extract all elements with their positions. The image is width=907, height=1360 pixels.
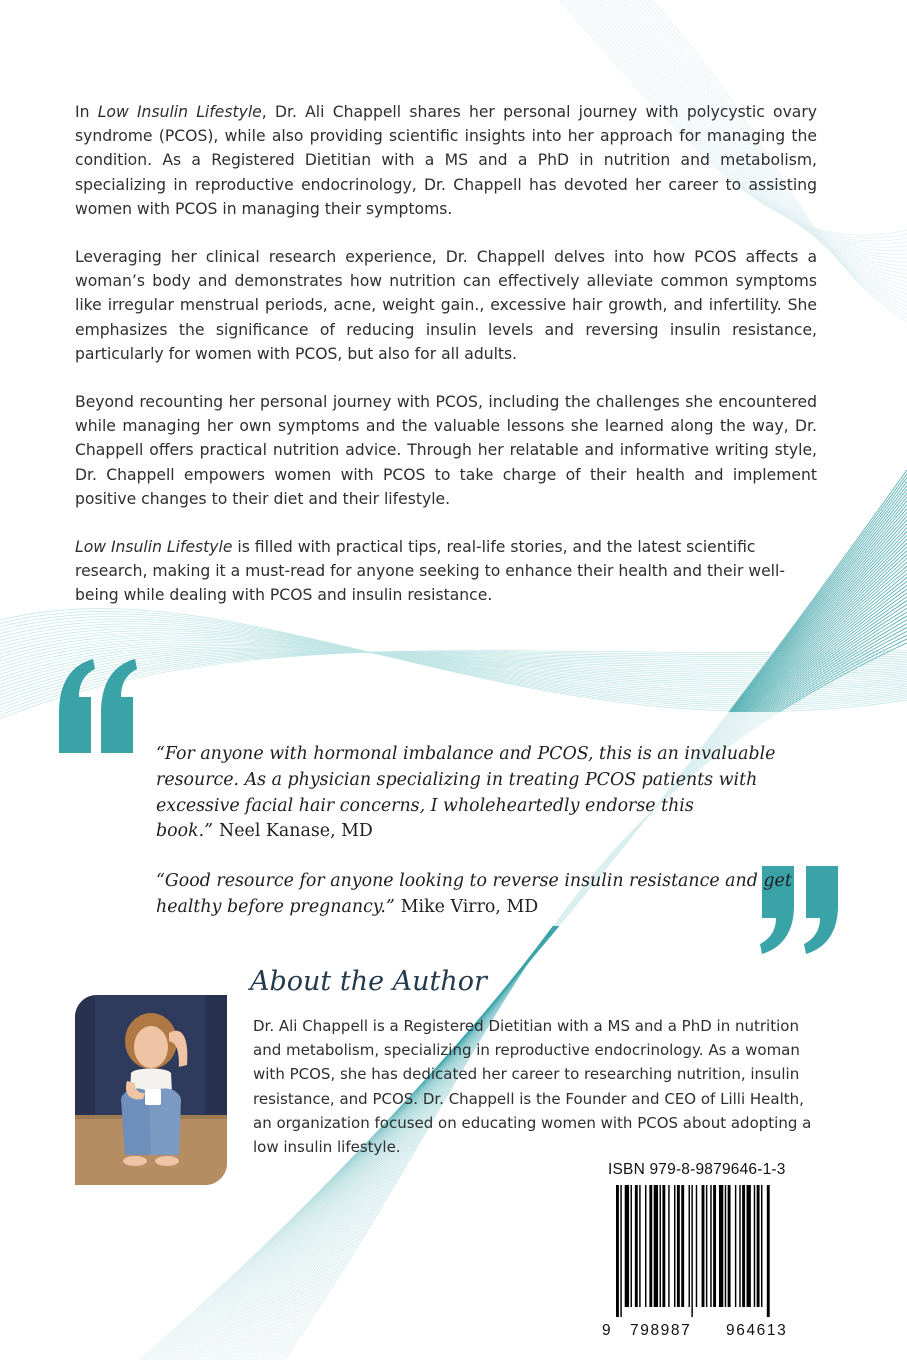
barcode-bar [681, 1185, 684, 1307]
barcode-bar [691, 1185, 692, 1317]
testimonial-quote: “For anyone with hormonal imbalance and PCOS, this is an invaluable resource. As a physician specializing in treating PCOS patients with excessive facial hair concerns, I wholeheartedly endorse this book.” [156, 744, 776, 842]
barcode-bar [725, 1185, 726, 1307]
barcode-bar [616, 1185, 619, 1317]
book-description [75, 100, 817, 632]
description-paragraph [75, 390, 817, 511]
about-author-heading: About the Author [250, 966, 487, 997]
barcode-bar [706, 1185, 707, 1307]
testimonial-quote: “Good resource for anyone looking to reverse insulin resistance and get healthy before pregnancy.” [156, 871, 792, 917]
barcode-bar [757, 1185, 760, 1307]
barcode-bar [702, 1185, 705, 1307]
description-paragraph [75, 100, 817, 221]
barcode-bar [754, 1185, 755, 1307]
barcode-bar [631, 1185, 632, 1307]
book-title-italic: Low Insulin Lifestyle [75, 538, 233, 557]
description-paragraph [75, 535, 817, 608]
barcode-bar [728, 1185, 731, 1307]
isbn-barcode [596, 1155, 823, 1341]
open-quote-icon [55, 655, 141, 759]
description-text: , Dr. Ali Chappell shares her personal journey with polycystic ovary syndrome (PCOS), while also providing scientific insights into her approach for managing the condition. As a Registered Dietitian with a MS and a PhD in nutrition and metabolism, specializing in reproductive endocrinology, Dr. Chappell has devoted her career to assisting women with PCOS in managing their symptoms. [75, 103, 817, 218]
testimonial-2 [156, 869, 796, 921]
barcode-bar [689, 1185, 690, 1307]
barcode-bar [639, 1185, 640, 1307]
isbn-label: ISBN 979-8-9879646-1-3 [608, 1161, 786, 1178]
barcode-bar [654, 1185, 658, 1307]
barcode-bar [713, 1185, 716, 1307]
barcode-bar [696, 1185, 697, 1307]
barcode-bar [674, 1185, 675, 1307]
barcode-bar [677, 1185, 680, 1307]
barcode-bar [668, 1185, 669, 1307]
barcode-bar [662, 1185, 665, 1307]
testimonial-author: Neel Kanase, MD [219, 821, 373, 842]
barcode-bar [710, 1185, 711, 1307]
barcode-bar [620, 1185, 621, 1317]
description-text: Beyond recounting her personal journey with PCOS, including the challenges she encountered while managing her own symptoms and the valuable lessons she learned along the way, Dr. Chappell offers practical nutrition advice. Through her relatable and informative writing style, Dr. Chappell empowers women with PCOS to take charge of their health and implement positive changes to their diet and their lifestyle. [75, 393, 817, 508]
barcode-bar [635, 1185, 638, 1307]
barcode-digits-right: 964613 [726, 1322, 788, 1339]
barcode-bar [625, 1185, 629, 1307]
testimonial-author: Mike Virro, MD [400, 896, 539, 917]
barcode-bar [767, 1185, 770, 1317]
testimonial-1 [156, 742, 796, 845]
about-author-bio: Dr. Ali Chappell is a Registered Dietitian with a MS and a PhD in nutrition and metabolism, specializing in reproductive endocrinology. As a woman with PCOS, she has dedicated her career to researching nutrition, insulin resistance, and PCOS. Dr. Chappell is the Founder and CEO of Lilli Health, an organization focused on educating women with PCOS about adopting a low insulin lifestyle. [253, 1017, 812, 1157]
description-text: Leveraging her clinical research experience, Dr. Chappell delves into how PCOS affects a woman’s body and demonstrates how nutrition can effectively alleviate common symptoms like irregular menstrual periods, acne, weight gain., excessive hair growth, and infertility. She emphasizes the significance of reducing insulin levels and reversing insulin resistance, particularly for women with PCOS, but also for all adults. [75, 248, 817, 363]
book-title-italic: Low Insulin Lifestyle [97, 103, 262, 121]
barcode-bar [761, 1185, 762, 1307]
barcode-bars [596, 1185, 823, 1341]
author-photo [75, 995, 227, 1185]
description-paragraph [75, 245, 817, 366]
description-text: In [75, 103, 98, 121]
barcode-bar [649, 1185, 652, 1307]
barcode-bar [660, 1185, 661, 1307]
description-text: is filled with practical tips, real-life stories, and the latest scientific research, making it a must-read for anyone seeking to enhance their health and their well-being while dealing with PCOS and insulin resistance. [75, 538, 785, 605]
testimonials [156, 742, 796, 945]
barcode-bar [645, 1185, 646, 1307]
barcode-bar [719, 1185, 723, 1307]
barcode-bar [747, 1185, 751, 1307]
barcode-bar [735, 1185, 736, 1307]
barcode-bar [739, 1185, 740, 1307]
barcode-digits-left: 798987 [630, 1322, 692, 1339]
barcode-bar [742, 1185, 745, 1307]
barcode-digit-first: 9 [602, 1322, 611, 1339]
